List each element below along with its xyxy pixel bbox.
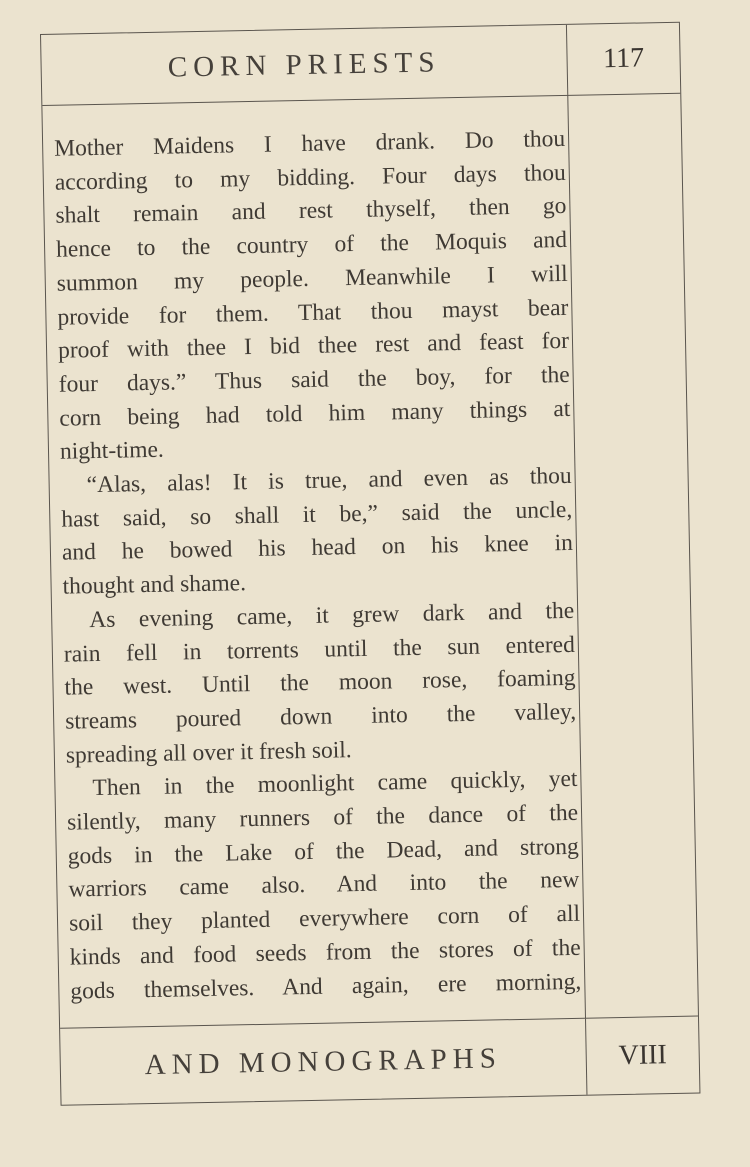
- text-line: proof with thee I bid thee rest and feast for: [57, 328, 570, 364]
- page-body: [42, 93, 698, 1029]
- text-line: spreading all over it fresh soil.: [65, 736, 352, 769]
- footer-title: AND MONOGRAPHS: [144, 1041, 503, 1081]
- text-line: according to my bidding. Four days thou: [54, 159, 567, 196]
- text-line: gods themselves. And again, ere morning,: [70, 968, 582, 1005]
- page-frame: [40, 22, 700, 1106]
- text-line: streams poured down into the valley,: [64, 698, 577, 735]
- text-line: hast said, so shall it be,” said the uncle,: [61, 496, 573, 533]
- text-line: “Alas, alas! It is true, and even as thou: [86, 462, 572, 499]
- text-line: night-time.: [59, 437, 165, 466]
- text-line: provide for them. That thou mayst bear: [57, 294, 569, 331]
- text-line: thought and shame.: [62, 570, 247, 600]
- volume-number: VIII: [585, 1017, 699, 1095]
- text-line: and he bowed his head on his knee in: [61, 530, 574, 567]
- text-line: soil they planted everywhere corn of all: [68, 900, 581, 937]
- margin-column: [567, 93, 698, 1019]
- running-footer: [60, 1016, 699, 1105]
- text-line: the west. Until the moon rose, foaming: [64, 665, 576, 701]
- body-text: [42, 95, 585, 1029]
- text-line: Mother Maidens I have drank. Do thou: [53, 125, 566, 162]
- text-line: corn being had told him many things at: [59, 395, 571, 432]
- text-line: Then in the moonlight came quickly, yet: [92, 766, 578, 802]
- text-line: warriors came also. And into the new: [68, 867, 580, 904]
- text-line: gods in the Lake of the Dead, and strong: [67, 833, 579, 870]
- page-number: 117: [566, 23, 680, 95]
- text-line: summon my people. Meanwhile I will: [56, 260, 568, 297]
- text-line: shalt remain and rest thyself, then go: [55, 193, 567, 230]
- header-title: CORN PRIESTS: [167, 45, 441, 84]
- text-line: As evening came, it grew dark and the: [89, 597, 575, 634]
- text-line: silently, many runners of the dance of the: [66, 799, 579, 836]
- text-line: hence to the country of the Moquis and: [55, 227, 568, 263]
- text-line: four days.” Thus said the boy, for the: [58, 361, 570, 398]
- text-line: kinds and food seeds from the stores of the: [69, 934, 581, 971]
- running-header: [41, 23, 680, 106]
- text-line: rain fell in torrents until the sun entered: [63, 631, 576, 668]
